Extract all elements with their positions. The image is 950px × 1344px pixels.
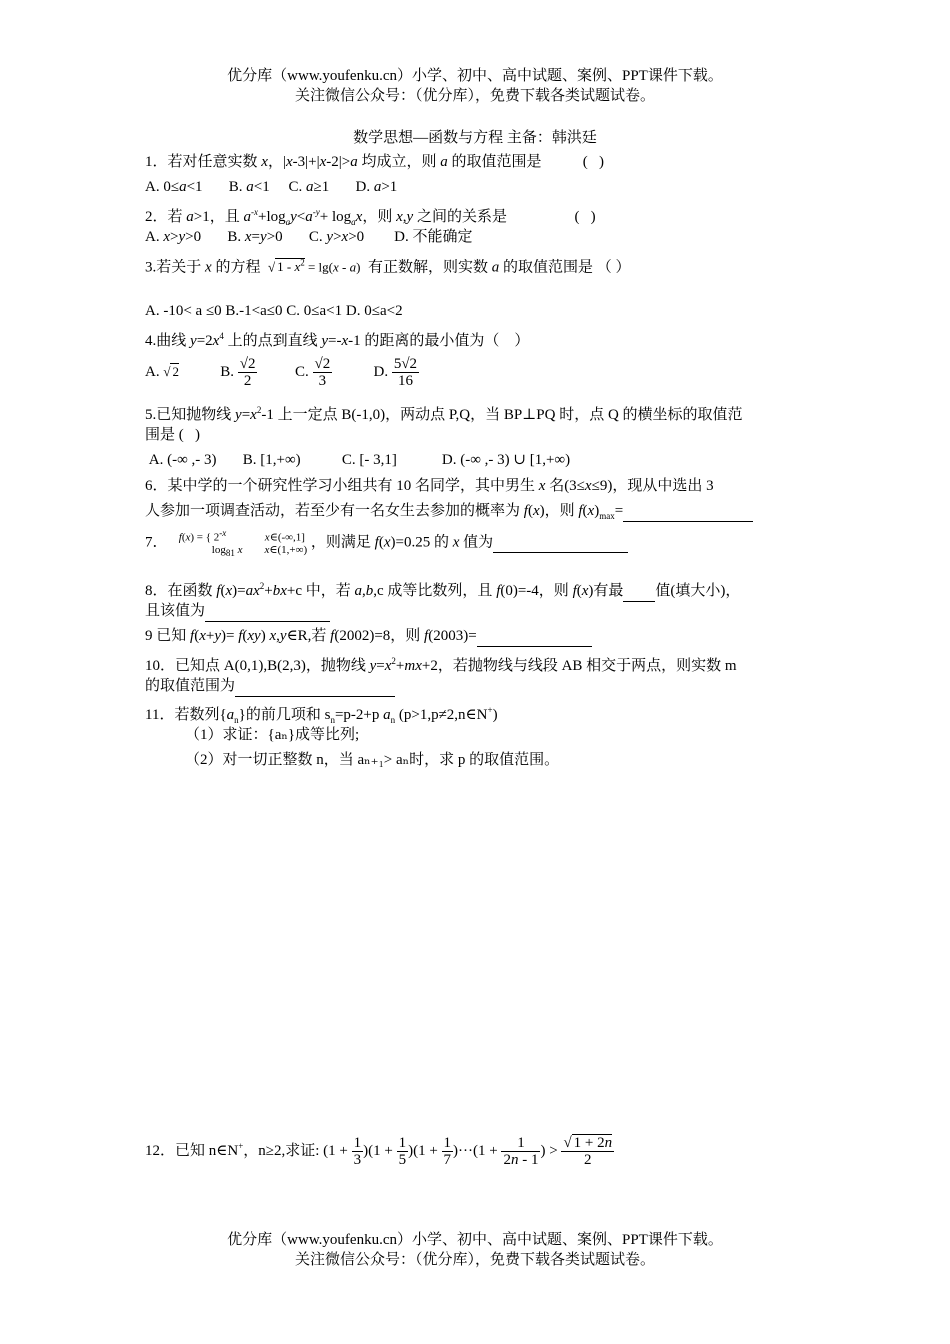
question-1: 1．若对任意实数 x，|x-3|+|x-2|>a 均成立，则 a 的取值范围是 ( ) bbox=[145, 154, 604, 170]
question-7: 7． f(x) = { $2^{-x}$ x∈(-∞,1] $\log_{81} x$ x∈(1,+∞) ，则满足 f(x)=0.25 的 x 值为 bbox=[145, 527, 628, 559]
question-12: 12．已知 n∈N+，n≥2,求证: (1 + $\frac{1}{3}$ )(1 + $\frac{1}{5}$ )(1 + $\frac{1}{7}$ )···(1 + $\frac{1}{2n - 1}$ ) > $\frac{√ 1 + 2n}{2}$ bbox=[145, 1135, 613, 1169]
question-3-paren: （ ） bbox=[596, 259, 631, 276]
question-2: 2．若 a>1，且 $a^{-x}+\log_ay<a^{-y}+ \log_ax$，则 x,y 之间的关系是 ( ) bbox=[145, 207, 596, 227]
page-title: 数学思想—函数与方程 主备：韩洪廷 bbox=[353, 130, 597, 146]
footer-line-1: 优分库（www.youfenku.cn）小学、初中、高中试题、案例、PPT课件下载。 bbox=[227, 1232, 723, 1248]
question-11: 11．若数列$\{a_n\}$的前几项和 $s_n=p-2+p$ $a_n$ (p>1,p≠2,n∈N+) bbox=[145, 705, 498, 725]
question-5: 5.已知抛物线 $y=x^2-1$ 上一定点 B(-1,0)，两动点 P,Q，当 BP⊥PQ 时，点 Q 的横坐标的取值范 bbox=[145, 405, 743, 423]
question-9: 9 已知 f(x+y)= f(xy) x,y∈R,若 f(2002)=8，则 f(2003)= bbox=[145, 626, 592, 647]
question-8: 8．在函数 $f(x)=ax^2+bx+c$ 中，若 a,b,c 成等比数列，且 f(0)=-4，则 f(x)有最 值(填大小)， bbox=[145, 576, 740, 602]
question-8-cont: 且该值为 bbox=[145, 601, 330, 622]
question-11-part-2: （2）对一切正整数 n，当 aₙ₊₁> aₙ时，求 p 的取值范围。 bbox=[185, 752, 560, 768]
question-10-cont: 的取值范围为 bbox=[145, 676, 395, 697]
question-1-options: A. 0≤a<1 B. a<1 C. a≥1 D. a>1 bbox=[145, 179, 398, 195]
question-4: 4.曲线 $y=2x^4$ 上的点到直线 y=-x-1 的距离的最小值为（ ） bbox=[145, 331, 530, 349]
question-3-options: A. -10< a ≤0 B.-1<a≤0 C. 0≤a<1 D. 0≤a<2 bbox=[145, 303, 403, 319]
header-line-1: 优分库（www.youfenku.cn）小学、初中、高中试题、案例、PPT课件下载。 bbox=[227, 68, 723, 84]
question-3: 3.若关于 x 的方程 √ $1 - x^2 = \lg(x - a)$ 有正数解，则实数 a 的取值范围是 （ ） bbox=[145, 258, 631, 276]
question-4-options: A. √ 2 B. $\frac{√2}{2}$ C. $\frac{√2}{3}$ D. $\frac{5√2}{16}$ bbox=[145, 356, 418, 390]
question-10: 10．已知点 A(0,1),B(2,3)，抛物线 $y=x^2+mx+2$，若抛物线与线段 AB 相交于两点，则实数 m bbox=[145, 656, 737, 674]
question-2-options: A. x>y>0 B. x=y>0 C. y>x>0 D. 不能确定 bbox=[145, 229, 473, 245]
question-5-cont: 围是 ( ) bbox=[145, 427, 200, 443]
footer-line-2: 关注微信公众号：（优分库），免费下载各类试题试卷。 bbox=[294, 1252, 655, 1268]
question-6-cont: 人参加一项调查活动，若至少有一名女生去参加的概率为 f(x)，则 $f(x)_{max}=$ bbox=[145, 501, 753, 526]
header-line-2: 关注微信公众号：（优分库），免费下载各类试题试卷。 bbox=[294, 88, 655, 104]
question-11-part-1: （1）求证：{aₙ}成等比列; bbox=[185, 727, 360, 743]
question-5-options: A. (-∞ ,- 3) B. [1,+∞) C. [- 3,1] D. (-∞ ,- 3) ∪ [1,+∞) bbox=[145, 452, 571, 468]
question-6: 6．某中学的一个研究性学习小组共有 10 名同学，其中男生 x 名(3≤x≤9)，现从中选出 3 bbox=[145, 478, 714, 494]
